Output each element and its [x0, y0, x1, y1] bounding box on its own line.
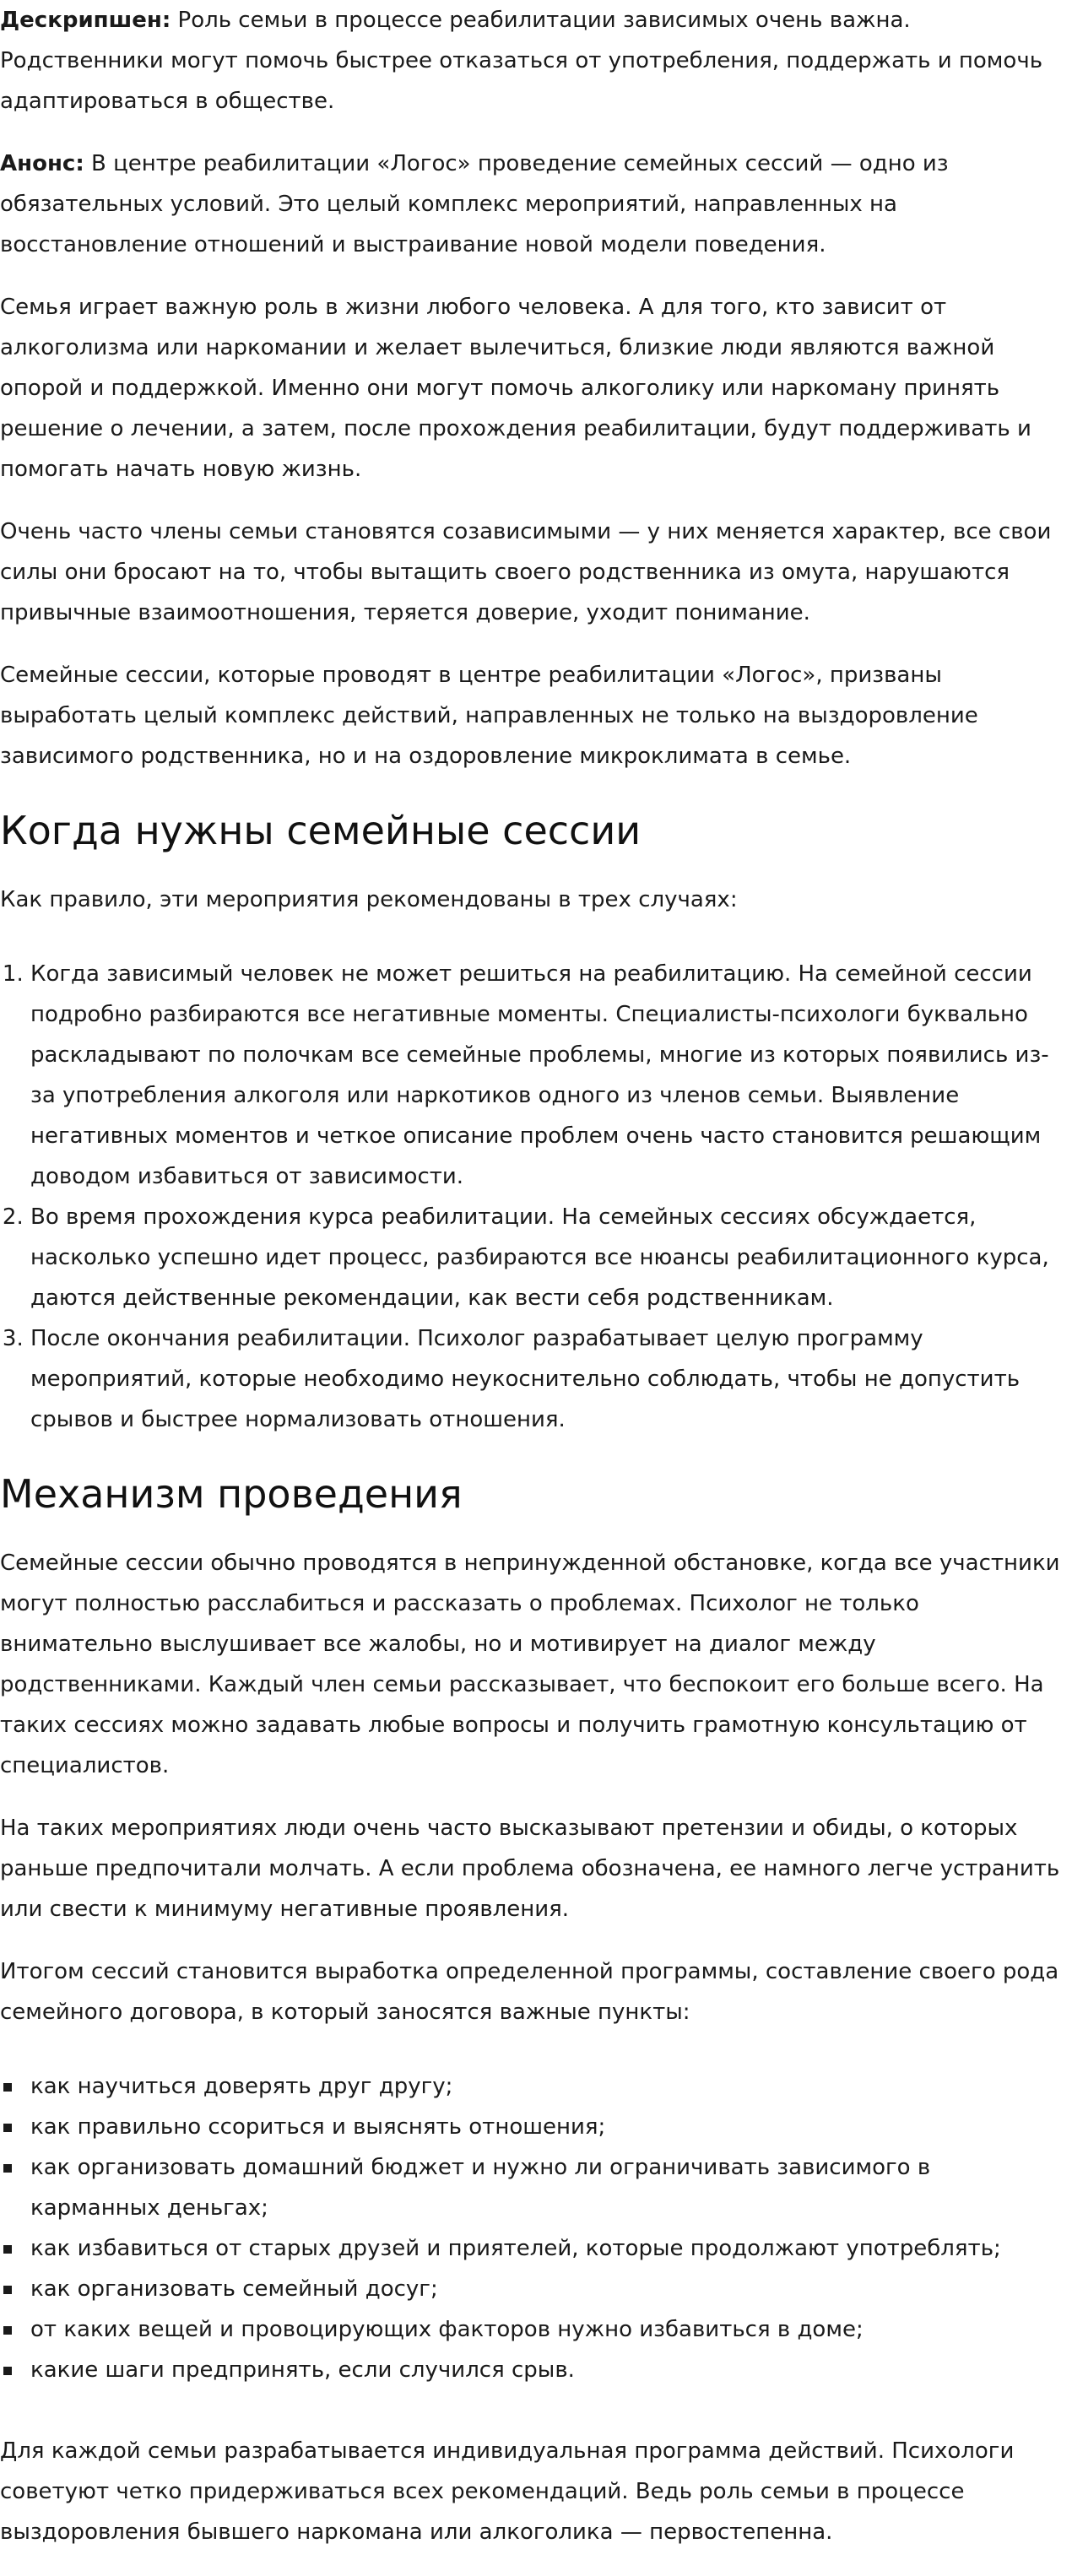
body-paragraph: На таких мероприятиях люди очень часто высказывают претензии и обиды, о которых раньше предпочитали молчать. А если проблема обозначена, ее намного легче устранить или свести к минимуму негативные проявления.	[0, 1816, 1060, 1922]
list-item: как правильно ссориться и выяснять отношения;	[30, 2107, 1065, 2147]
body-paragraph: Семья играет важную роль в жизни любого человека. А для того, кто зависит от алкоголизма или наркомании и желает вылечиться, близкие люди являются важной опорой и поддержкой. Именно они могут помочь алкоголику или наркоману принять решение о лечении, а затем, после прохождения реабилитации, будут поддерживать и помогать начать новую жизнь.	[0, 295, 1031, 482]
list-item: как избавиться от старых друзей и приятелей, которые продолжают употреблять;	[30, 2228, 1065, 2269]
list-item: 3. После окончания реабилитации. Психолог разрабатывает целую программу мероприятий, которые необходимо неукоснительно соблюдать, чтобы не допустить срывов и быстрее нормализовать отношения.	[30, 1318, 1065, 1440]
body-paragraph: Итогом сессий становится выработка определенной программы, составление своего рода семейного договора, в который заносятся важные пункты:	[0, 1959, 1059, 2025]
body-paragraph: Семейные сессии обычно проводятся в непринужденной обстановке, когда все участники могут полностью расслабиться и рассказать о проблемах. Психолог не только внимательно выслушивает все жалобы, но и мотивирует на диалог между родственниками. Каждый член семьи рассказывает, что беспокоит его больше всего. На таких сессиях можно задавать любые вопросы и получить грамотную консультацию от специалистов.	[0, 1550, 1060, 1778]
list-item: как организовать семейный досуг;	[30, 2269, 1065, 2309]
list-item: 1. Когда зависимый человек не может решиться на реабилитацию. На семейной сессии подробно разбираются все негативные моменты. Специалисты-психологи буквально раскладывают по полочкам все семейные проблемы, многие из которых появились из-за употребления алкоголя или наркотиков одного из членов семьи. Выявление негативных моментов и четкое описание проблем очень часто становится решающим доводом избавиться от зависимости.	[30, 954, 1065, 1197]
announce-paragraph	[0, 143, 1065, 265]
list-item: как организовать домашний бюджет и нужно ли ограничивать зависимого в карманных деньгах;	[30, 2147, 1065, 2228]
list-item: от каких вещей и провоцирующих факторов нужно избавиться в доме;	[30, 2309, 1065, 2350]
list-item: 2. Во время прохождения курса реабилитации. На семейных сессиях обсуждается, насколько успешно идет процесс, разбираются все нюансы реабилитационного курса, даются действенные рекомендации, как вести себя родственникам.	[30, 1197, 1065, 1318]
numbered-list	[0, 954, 1065, 1440]
description-label: Дескрипшен:	[0, 8, 171, 33]
announce-label: Анонс:	[0, 151, 84, 176]
section-when-intro: Как правило, эти мероприятия рекомендованы в трех случаях:	[0, 887, 738, 912]
section-heading-mechanism: Механизм проведения	[0, 1471, 463, 1517]
list-item: как научиться доверять друг другу;	[30, 2066, 1065, 2107]
list-item: какие шаги предпринять, если случился срыв.	[30, 2350, 1065, 2390]
description-paragraph	[0, 0, 1065, 122]
bullet-list	[0, 2066, 1065, 2390]
description-text: Роль семьи в процессе реабилитации зависимых очень важна. Родственники могут помочь быстрее отказаться от употребления, поддержать и помочь адаптироваться в обществе.	[0, 8, 1043, 114]
body-paragraph: Очень часто члены семьи становятся созависимыми — у них меняется характер, все свои силы они бросают на то, чтобы вытащить своего родственника из омута, нарушаются привычные взаимоотношения, теряется доверие, уходит понимание.	[0, 519, 1052, 625]
announce-text: В центре реабилитации «Логос» проведение семейных сессий — одно из обязательных условий. Это целый комплекс мероприятий, направленных на восстановление отношений и выстраивание новой модели поведения.	[0, 151, 949, 257]
body-paragraph: Семейные сессии, которые проводят в центре реабилитации «Логос», призваны выработать целый комплекс действий, направленных не только на выздоровление зависимого родственника, но и на оздоровление микроклимата в семье.	[0, 663, 978, 769]
section-heading-when: Когда нужны семейные сессии	[0, 808, 642, 853]
closing-paragraph: Для каждой семьи разрабатывается индивидуальная программа действий. Психологи советуют четко придерживаться всех рекомендаций. Ведь роль семьи в процессе выздоровления бывшего наркомана или алкоголика — первостепенна.	[0, 2438, 1015, 2545]
